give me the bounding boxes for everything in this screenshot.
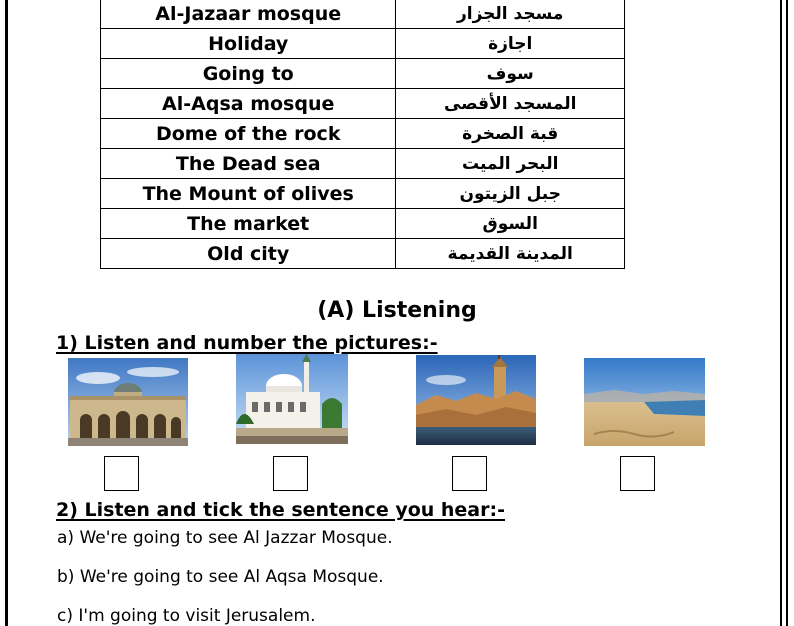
english-word: Dome of the rock [101, 119, 396, 149]
arabic-word: اجازة [396, 29, 625, 59]
arabic-word: جبل الزيتون [396, 179, 625, 209]
answer-box-3[interactable] [452, 456, 487, 491]
answer-box-1[interactable] [104, 456, 139, 491]
table-row [101, 59, 625, 89]
answer-box-4[interactable] [620, 456, 655, 491]
old-city-church-photo [416, 355, 536, 445]
question-1-heading: 1) Listen and number the pictures:- [56, 332, 438, 354]
arabic-word: المدينة القديمة [396, 239, 625, 269]
table-row [101, 0, 625, 29]
al-jazzar-mosque-photo [236, 354, 348, 444]
al-aqsa-mosque-photo [68, 358, 188, 446]
sentence-option-c[interactable]: c) I'm going to visit Jerusalem. [57, 606, 316, 626]
dead-sea-photo [584, 358, 705, 446]
arabic-word: المسجد الأقصى [396, 89, 625, 119]
table-row [101, 149, 625, 179]
english-word: Holiday [101, 29, 396, 59]
table-row [101, 209, 625, 239]
answer-box-2[interactable] [273, 456, 308, 491]
english-word: The market [101, 209, 396, 239]
table-row [101, 89, 625, 119]
question-2-heading: 2) Listen and tick the sentence you hear:- [56, 499, 505, 521]
english-word: The Mount of olives [101, 179, 396, 209]
table-row [101, 119, 625, 149]
section-title: (A) Listening [317, 298, 477, 323]
arabic-word: قبة الصخرة [396, 119, 625, 149]
table-row [101, 179, 625, 209]
arabic-word: سوف [396, 59, 625, 89]
arabic-word: السوق [396, 209, 625, 239]
vocabulary-table [100, 0, 625, 269]
table-row [101, 29, 625, 59]
sentence-option-b[interactable]: b) We're going to see Al Aqsa Mosque. [57, 567, 384, 587]
english-word: Old city [101, 239, 396, 269]
table-row [101, 239, 625, 269]
english-word: Al-Jazaar mosque [101, 0, 396, 29]
english-word: The Dead sea [101, 149, 396, 179]
arabic-word: مسجد الجزار [396, 0, 625, 29]
english-word: Al-Aqsa mosque [101, 89, 396, 119]
arabic-word: البحر الميت [396, 149, 625, 179]
sentence-option-a[interactable]: a) We're going to see Al Jazzar Mosque. [57, 528, 393, 548]
english-word: Going to [101, 59, 396, 89]
